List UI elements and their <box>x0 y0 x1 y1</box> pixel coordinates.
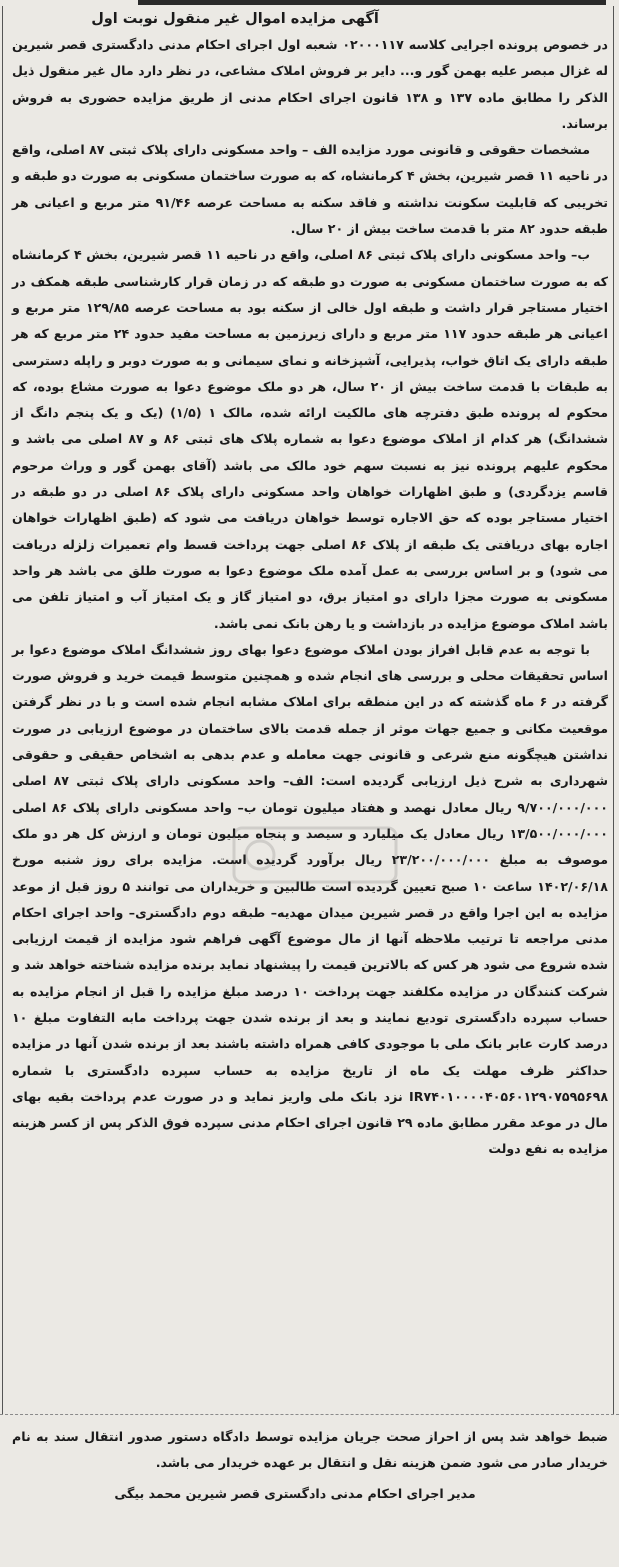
signature-line: مدیر اجرای احکام مدنی دادگستری قصر شیرین محمد بیگی <box>114 1485 476 1501</box>
clipping-divider <box>0 1414 619 1416</box>
notice-continuation <box>12 1424 608 1507</box>
valuation-terms-paragraph: با توجه به عدم قابل افراز بودن املاک موضوع دعوا بهای روز ششدانگ املاک موضوع دعوا بر اساس تحقیقات محلی و بررسی های انجام شده و همچنین متوسط قیمت خرید و فروش صورت گرفته در ۶ ماه گذشته که در این منطقه برای املاک مشابه انجام شده است و با در نظر گرفتن موقعیت مکانی و جمیع جهات موثر از جمله قدمت بالای ساختمان در موضوع ارزیابی در صورت نداشتن هیچگونه منع شرعی و قانونی جهت معامله و عدم بدهی به اشخاص حقیقی و حقوقی شهرداری به شرح ذیل ارزیابی گردیده است: الف– واحد مسکونی دارای پلاک ثبتی ۸۷ اصلی ۹/۷۰۰/۰۰۰/۰۰۰ ریال معادل نهصد و هفتاد میلیون تومان ب– واحد مسکونی دارای پلاک ۸۶ اصلی ۱۳/۵۰۰/۰۰۰/۰۰۰ ریال معادل یک میلیارد و سیصد و پنجاه میلیون تومان و ارزش کل هر دو ملک موصوف به مبلغ ۲۳/۲۰۰/۰۰۰/۰۰۰ ریال برآورد گردیده است. مزایده برای روز شنبه مورخ ۱۴۰۲/۰۶/۱۸ ساعت ۱۰ صبح تعیین گردیده است طالبین و خریداران می توانند ۵ روز قبل از موعد مزایده به این اجرا واقع در قصر شیرین میدان مهدیه– طبقه دوم دادگستری– واحد اجرای احکام مدنی مراجعه تا ترتیب ملاحظه آنها از مال موضوع آگهی فراهم شود مزایده از قیمت ارزیابی شده شروع می شود هر کس که بالاترین قیمت را پیشنهاد نماید برنده مزایده شناخته خواهد شد و شرکت کنندگان در مزایده مکلفند جهت پرداخت ۱۰ درصد مبلغ مزایده را قبل از انجام مزایده به حساب سپرده دادگستری تودیع نمایند و بعد از برنده شدن جهت پرداخت مابه التفاوت مبلغ ۱۰ درصد کارت عابر بانک ملی با موجودی کافی همراه داشته باشند بعد از برنده شدن آنها در مزایده حداکثر ظرف مهلت یک ماه از تاریخ مزایده به حساب سپرده دادگستری با شماره IR۷۴۰۱۰۰۰۰۴۰۵۶۰۱۲۹۰۷۵۹۵۶۹۸ نزد بانک ملی واریز نماید و در صورت عدم پرداخت بقیه بهای مال در موعد مقرر مطابق ماده ۲۹ قانون اجرای احکام مدنی سپرده فوق الذکر پس از کسر هزینه مزایده به نفع دولت <box>12 641 609 1157</box>
top-rule <box>138 0 606 5</box>
property-b-paragraph: ب– واحد مسکونی دارای پلاک ثبتی ۸۶ اصلی، واقع در ناحیه ۱۱ قصر شیرین، بخش ۴ کرمانشاه که به صورت ساختمان مسکونی به صورت دو طبقه که در زمان قرار کارشناسی طبقه همکف در اختیار مستاجر قرار داشت و طبقه اول خالی از سکنه بود به مساحت عرصه ۱۲۹/۸۵ متر مربع و اعیانی هر طبقه حدود ۱۱۷ متر مربع و دارای زیرزمین به مساحت مفید حدود ۲۴ متر مربع که هر طبقه دارای یک اتاق خواب، پذیرایی، آشپزخانه و نمای سیمانی و به صورت دوبر و راپله دسترسی به طبقات با قدمت ساخت بیش از ۲۰ سال، هر دو ملک موضوع دعوا به صورت مشاع بوده، که محکوم له پرونده طبق دفترچه های مالکیت ارائه شده، مالک ۱ (۱/۵) (یک و یک پنجم دانگ از ششدانگ) هر کدام از املاک موضوع دعوا به شماره پلاک های ثبتی ۸۶ و ۸۷ اصلی می باشد و محکوم علیهم پرونده نیز به نسبت سهم خود مالک می باشد (آقای بهمن گور و وراث مرحوم قاسم یزدگردی) و طبق اظهارات خواهان واحد مسکونی دارای پلاک ۸۶ اصلی در دو طبقه در اختیار مستاجر بوده که حق الاجاره توسط خواهان دریافت می شود که (طبق اظهارات خواهان اجاره بهای دریافتی یک طبقه از پلاک ۸۶ اصلی جهت پرداخت قسط وام تعمیرات زلزله دریافت می شود) و بر اساس بررسی به عمل آمده ملک موضوع دعوا به صورت طلق می باشد هر واحد مسکونی به صورت مجزا دارای دو امتیاز برق، دو امتیاز گاز و یک امتیاز آب و امتیاز تلفن می باشد املاک موضوع مزایده در بازداشت و یا رهن بانک نمی باشد. <box>12 247 609 631</box>
intro-paragraph: در خصوص پرونده اجرایی کلاسه ۰۲۰۰۰۱۱۷ شعبه اول اجرای احکام مدنی دادگستری قصر شیرین له غزال مبصر علیه بهمن گور و... دایر بر فروش املاک مشاعی، در نظر دارد مال غیر منقول ذیل الذکر را مطابق ماده ۱۳۷ و ۱۳۸ قانون اجرای احکام مدنی از طریق مزایده حضوری به فروش برساند. <box>12 37 608 131</box>
notice-title: آگهی مزایده اموال غیر منقول نوبت اول <box>91 11 379 27</box>
property-a-paragraph: مشخصات حقوقی و قانونی مورد مزایده الف – واحد مسکونی دارای پلاک ثبتی ۸۷ اصلی، واقع در ناحیه ۱۱ قصر شیرین، بخش ۴ کرمانشاه، که به صورت ساختمان مسکونی به صورت دو طبقه و تخریبی که قابلیت سکونت نداشته و فاقد سکنه به مساحت عرصه ۹۱/۴۶ متر مربع و اعیانی هر طبقه حدود ۸۲ متر با قدمت ساخت بیش از ۲۰ سال. <box>12 142 608 237</box>
closing-paragraph: ضبط خواهد شد پس از احراز صحت جریان مزایده توسط دادگاه دستور صدور انتقال سند به نام خریدار صادر می شود ضمن هزینه نقل و انتقال بر عهده خریدار می باشد. <box>12 1429 608 1471</box>
notice-body <box>12 6 608 1163</box>
